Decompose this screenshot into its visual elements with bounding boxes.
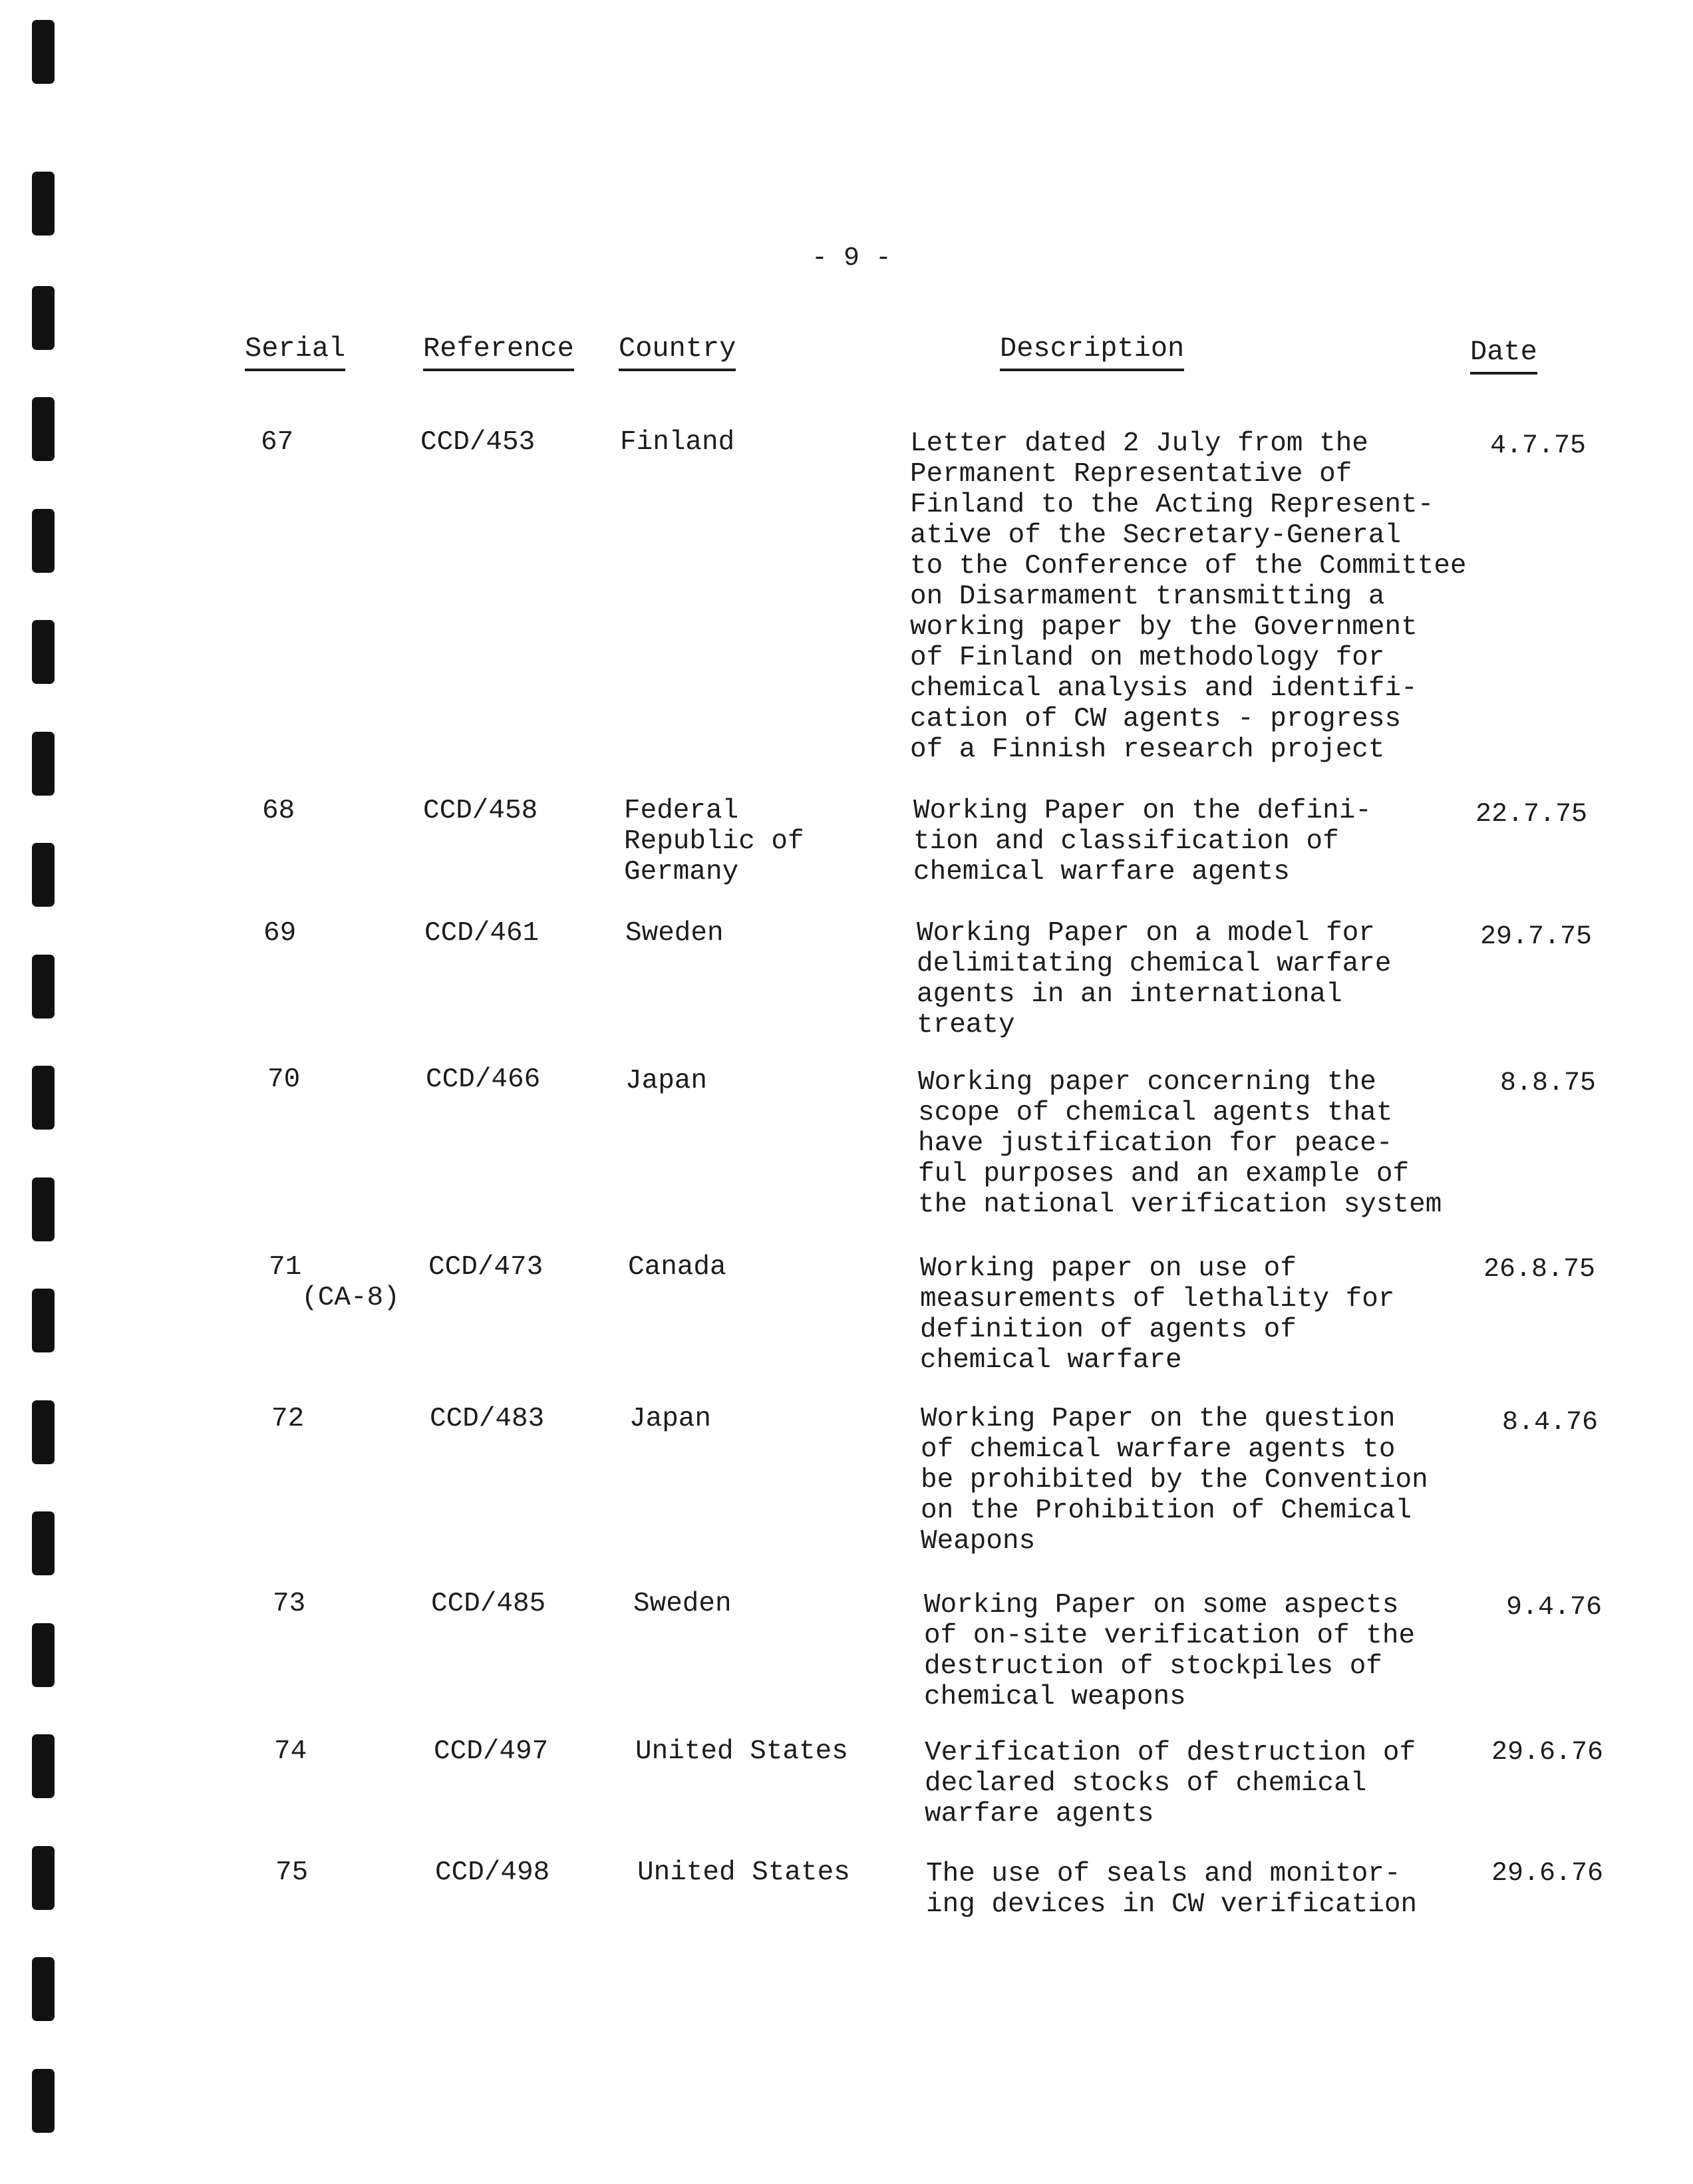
punch-mark: [32, 286, 55, 350]
serial-cell: 75: [275, 1857, 309, 1888]
punch-mark: [32, 1289, 55, 1352]
description-cell: Working Paper on the question of chemical warfare agents to be prohibited by the Convention on the Prohibition of Chemical Weapons: [921, 1404, 1428, 1557]
reference-cell: CCD/483: [430, 1404, 545, 1434]
description-cell: Working paper concerning the scope of chemical agents that have justification for peace- ful purposes and an example of the national verification system: [918, 1067, 1442, 1220]
date-cell: 8.4.76: [1502, 1408, 1599, 1438]
description-cell: The use of seals and monitor- ing devices in CW verification: [926, 1859, 1418, 1920]
description-cell: Working paper on use of measurements of lethality for definition of agents of chemical warfare: [920, 1253, 1395, 1376]
punch-mark: [32, 172, 55, 235]
header-description: Description: [1000, 333, 1184, 371]
punch-mark: [32, 20, 55, 84]
serial-cell: 72: [271, 1404, 305, 1434]
punch-mark: [32, 1066, 55, 1130]
punch-mark: [32, 1177, 55, 1241]
header-serial: Serial: [245, 333, 345, 371]
page-number: - 9 -: [812, 243, 892, 273]
reference-cell: CCD/466: [426, 1064, 541, 1095]
country-cell: Sweden: [625, 918, 724, 949]
punch-mark: [32, 2069, 55, 2133]
country-cell: United States: [635, 1736, 848, 1767]
description-cell: Verification of destruction of declared stocks of chemical warfare agents: [925, 1738, 1416, 1829]
punch-mark: [32, 955, 55, 1018]
header-country: Country: [619, 333, 736, 371]
date-cell: 8.8.75: [1500, 1068, 1597, 1098]
reference-cell: CCD/485: [431, 1589, 546, 1619]
description-cell: Letter dated 2 July from the Permanent Representative of Finland to the Acting Represent- ative of the Secretary-General to the Conference of the Committee on Disarmament transmitting a working paper by the Government of Finland on methodology for chemical analysis and identifi- cation of CW agents - progress of a Finnish research project: [910, 428, 1467, 765]
date-cell: 26.8.75: [1483, 1255, 1596, 1285]
punch-mark: [32, 1957, 55, 2021]
punch-mark: [32, 1623, 55, 1687]
date-cell: 29.6.76: [1491, 1859, 1604, 1889]
country-cell: Sweden: [633, 1589, 732, 1619]
date-cell: 22.7.75: [1475, 800, 1588, 830]
date-cell: 4.7.75: [1490, 431, 1587, 461]
date-cell: 9.4.76: [1506, 1593, 1603, 1623]
punch-mark: [32, 397, 55, 461]
punch-mark: [32, 1511, 55, 1575]
punch-mark: [32, 509, 55, 573]
punch-mark: [32, 620, 55, 684]
header-reference: Reference: [423, 333, 574, 371]
reference-cell: CCD/453: [420, 427, 536, 458]
date-cell: 29.6.76: [1491, 1738, 1604, 1768]
header-date: Date: [1470, 336, 1537, 375]
description-cell: Working Paper on the defini- tion and classification of chemical warfare agents: [913, 796, 1372, 887]
reference-cell: CCD/461: [424, 918, 539, 949]
country-cell: Federal Republic of Germany: [624, 796, 804, 887]
serial-cell: 68: [262, 796, 295, 826]
punch-mark: [32, 843, 55, 907]
serial-cell: 69: [263, 918, 297, 949]
punch-mark: [32, 1400, 55, 1464]
serial-cell: 74: [274, 1736, 307, 1767]
country-cell: Finland: [620, 427, 735, 458]
country-cell: Japan: [625, 1066, 708, 1096]
description-cell: Working Paper on some aspects of on-site verification of the destruction of stockpiles of chemical weapons: [924, 1590, 1416, 1712]
serial-cell: 70: [267, 1064, 301, 1095]
punch-mark: [32, 1846, 55, 1910]
punch-mark: [32, 1734, 55, 1798]
serial-cell: 67: [261, 427, 294, 458]
serial-cell: 71 (CA-8): [269, 1252, 400, 1313]
description-cell: Working Paper on a model for delimitating chemical warfare agents in an international treaty: [917, 918, 1392, 1040]
country-cell: United States: [637, 1857, 850, 1888]
binder-punch-marks: [32, 0, 59, 2184]
date-cell: 29.7.75: [1480, 922, 1593, 952]
country-cell: Canada: [628, 1252, 726, 1283]
punch-mark: [32, 732, 55, 796]
reference-cell: CCD/498: [435, 1857, 550, 1888]
country-cell: Japan: [629, 1404, 712, 1434]
serial-cell: 73: [273, 1589, 306, 1619]
reference-cell: CCD/458: [423, 796, 538, 826]
reference-cell: CCD/497: [434, 1736, 549, 1767]
reference-cell: CCD/473: [428, 1252, 543, 1283]
